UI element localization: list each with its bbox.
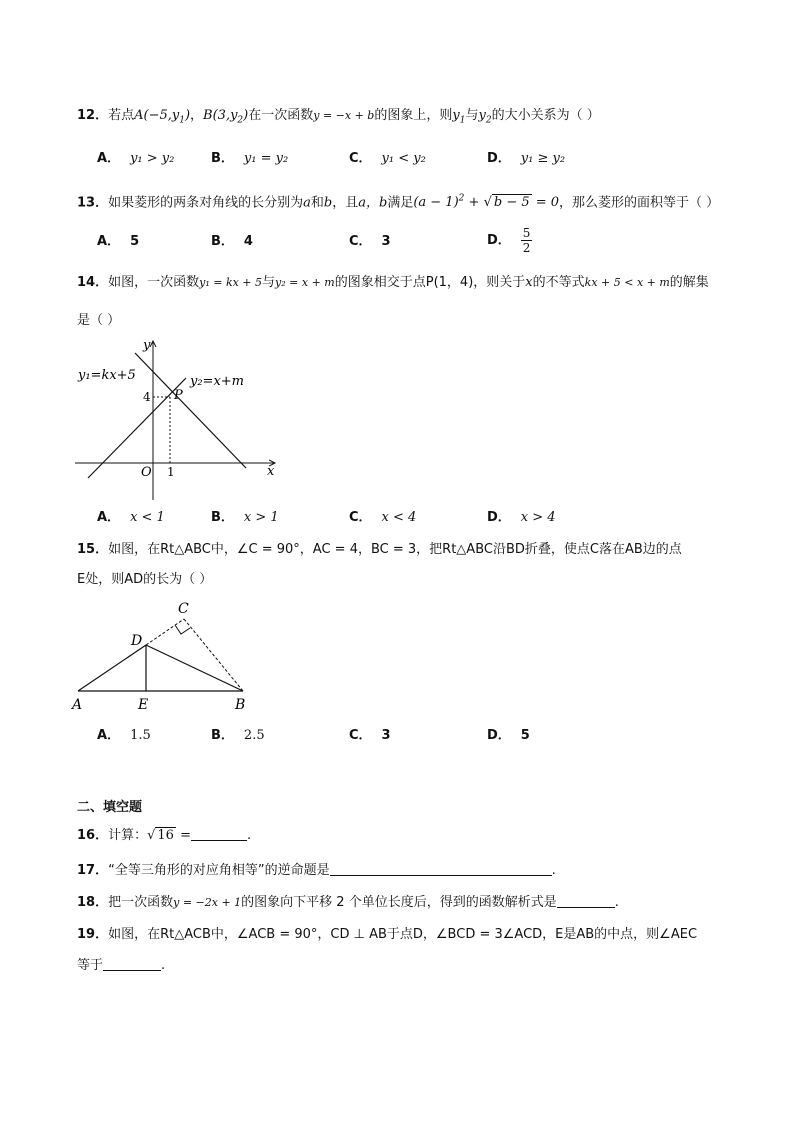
question-text: 如图，一次函数 (108, 275, 200, 290)
question-text: 如图，在Rt△ACB中，∠ACB = 90°，CD ⊥ AB于点D，∠BCD = 3∠ACD，E是AB的中点，则∠AEC (108, 927, 698, 942)
period: . (551, 863, 556, 878)
y2-var: $y_2$ (478, 108, 492, 126)
answer-blank[interactable] (103, 956, 161, 971)
option-c[interactable]: C． y₁ < y₂ (349, 151, 426, 166)
option-d[interactable]: D． x > 4 (487, 510, 556, 525)
label-e: E (138, 697, 149, 713)
question-number: 18． (77, 895, 109, 910)
option-b[interactable]: B． 2.5 (211, 728, 265, 743)
function-y2: y₂ = x + m (275, 276, 335, 289)
segment-dc (146, 619, 184, 645)
question-19-line2 (77, 956, 165, 976)
question-text: 的解集 (669, 275, 709, 290)
question-text: 和 (310, 195, 324, 211)
question-text: 把一次函数 (108, 895, 174, 910)
question-15 (77, 540, 682, 560)
question-18 (77, 893, 619, 913)
question-number: 12． (77, 108, 109, 123)
question-16 (77, 826, 251, 846)
option-a[interactable]: A． y₁ > y₂ (97, 151, 175, 166)
question-text: 的图象相交于点 (334, 275, 426, 290)
question-17 (77, 861, 556, 881)
var-ab: a，b (358, 195, 388, 211)
question-text: 若点 (108, 108, 135, 123)
question-13 (77, 189, 719, 213)
question-number: 16． (77, 828, 109, 843)
option-a[interactable]: A． 1.5 (97, 728, 151, 743)
question-14-line2: 是（ ） (77, 313, 121, 328)
answer-blank[interactable] (191, 826, 247, 841)
graph-q14 (70, 335, 285, 505)
equation: $(a - 1)^2$ + √ b − 5 = 0 (413, 194, 560, 211)
line-y1 (135, 353, 246, 468)
option-d[interactable]: D． 5 (487, 728, 530, 743)
label-a: A (72, 697, 83, 713)
option-d[interactable]: D． y₁ ≥ y₂ (487, 151, 566, 166)
label-d: D (131, 633, 143, 649)
question-text: 与 (262, 275, 276, 290)
var-a: a (303, 195, 311, 211)
fraction: $\frac{5}{2}$ (522, 226, 531, 255)
question-text: 如果菱形的两条对角线的长分别为 (108, 195, 304, 211)
segment-db (146, 645, 243, 691)
point-b: $B(3,y_2)$ (203, 108, 249, 126)
question-number: 17． (77, 863, 109, 878)
figure-q15 (68, 597, 258, 717)
question-text: 计算： (108, 828, 148, 843)
period: . (614, 895, 619, 910)
point-a: $A(-5,y_1)$ (134, 108, 191, 126)
question-text: ，那么菱形的面积等于（ ） (559, 195, 720, 211)
question-number: 19． (77, 927, 109, 942)
question-number: 14． (77, 275, 109, 290)
option-b[interactable]: B． x > 1 (211, 510, 279, 525)
question-12 (77, 106, 600, 131)
sqrt-expr: √ 16 (147, 828, 174, 843)
option-c[interactable]: C． 3 (349, 234, 391, 249)
tick-x-label: 1 (167, 465, 175, 479)
var-x: x (525, 275, 533, 290)
option-b[interactable]: B． 4 (211, 234, 253, 249)
option-a[interactable]: A． x < 1 (97, 510, 165, 525)
tick-y-label: 4 (143, 390, 151, 404)
origin-label: O (141, 465, 152, 480)
label-b: B (235, 697, 246, 713)
question-19 (77, 925, 697, 945)
answer-blank[interactable] (330, 861, 552, 876)
answer-blank[interactable] (557, 893, 615, 908)
label-y2: y₂=x+m (190, 374, 244, 389)
option-b[interactable]: B． y₁ = y₂ (211, 151, 289, 166)
label-c: C (178, 601, 189, 617)
option-c[interactable]: C． x < 4 (349, 510, 417, 525)
y-axis-label: y (143, 338, 151, 353)
equals: = (175, 828, 191, 843)
y1-var: $y_1$ (452, 108, 466, 126)
question-text: ，则关于 (473, 275, 526, 290)
question-text: 的大小关系为（ ） (491, 108, 600, 123)
point-p: P(1，4) (425, 275, 474, 290)
section-heading: 二、填空题 (77, 800, 143, 815)
question-text: 满足 (387, 195, 414, 211)
question-text: 的不等式 (532, 275, 585, 290)
option-c[interactable]: C． 3 (349, 728, 391, 743)
question-text: “全等三角形的对应角相等”的逆命题是 (108, 863, 330, 878)
comma: ， (190, 108, 204, 123)
question-number: 15． (77, 542, 109, 557)
segment-cb (184, 619, 243, 691)
question-text: 与 (465, 108, 479, 123)
x-axis-label: x (267, 464, 275, 479)
point-p-label: P (174, 388, 183, 403)
question-text: 如图，在Rt△ABC中，∠C = 90°，AC = 4，BC = 3，把Rt△ABC沿BD折叠，使点C落在AB边的点 (108, 542, 682, 557)
question-text: 等于 (77, 958, 104, 973)
question-text: 的图象上，则 (374, 108, 453, 123)
question-14 (77, 273, 709, 293)
right-angle-mark (175, 625, 190, 634)
period: . (246, 828, 252, 843)
option-a[interactable]: A． 5 (97, 234, 140, 249)
label-y1: y₁=kx+5 (78, 368, 136, 383)
function-expr: y = −x + b (313, 109, 375, 122)
question-number: 13． (77, 195, 109, 211)
question-text: 在一次函数 (248, 108, 314, 123)
question-text: 的图象向下平移 2 个单位长度后，得到的函数解析式是 (241, 895, 557, 910)
period: . (161, 958, 166, 973)
function-y1: y₁ = kx + 5 (199, 276, 263, 289)
segment-ad (78, 645, 146, 691)
question-text: ，且 (332, 195, 359, 211)
var-b: b (323, 195, 333, 211)
option-d[interactable]: D． $\frac{5}{2}$ (487, 226, 531, 255)
question-15-line2: E处，则AD的长为（ ） (77, 572, 213, 587)
function-expr: y = −2x + 1 (173, 896, 242, 909)
inequality: kx + 5 < x + m (584, 276, 670, 289)
